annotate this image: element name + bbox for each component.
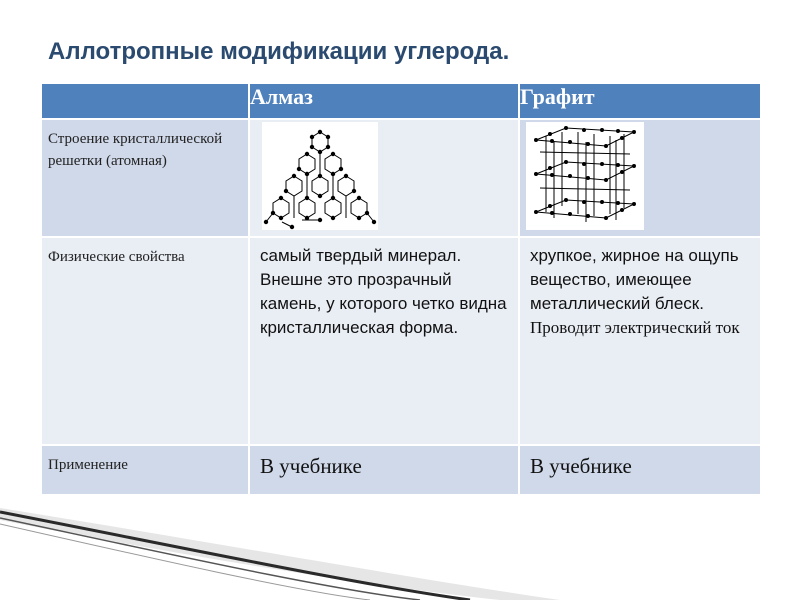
header-diamond: Алмаз [249, 83, 519, 119]
diamond-usage: В учебнике [260, 454, 362, 478]
table-header-row [41, 83, 761, 119]
table-row [41, 119, 761, 237]
table-row [41, 445, 761, 495]
row-label-structure: Строение кристаллической решетки (атомная) [48, 131, 223, 169]
graphite-properties-conductivity: Проводит электрический ток [530, 318, 740, 337]
graphite-usage: В учебнике [530, 454, 632, 478]
header-empty [41, 83, 249, 119]
graphite-properties-main: хрупкое, жирное на ощупь вещество, имеющее металлический блеск. [530, 246, 739, 313]
header-graphite: Графит [519, 83, 761, 119]
row-label-properties: Физические свойства [48, 249, 185, 265]
graphite-lattice-image [526, 122, 644, 230]
page-title: Аллотропные модификации углерода. [48, 38, 510, 65]
allotropes-table [40, 82, 762, 496]
row-label-usage: Применение [48, 457, 128, 473]
table-row [41, 237, 761, 445]
diamond-properties: самый твердый минерал. Внешне это прозрачный камень, у которого четко видна кристаллическая форма. [260, 246, 507, 337]
graphite-properties [520, 238, 760, 346]
diamond-lattice-image [262, 122, 378, 230]
